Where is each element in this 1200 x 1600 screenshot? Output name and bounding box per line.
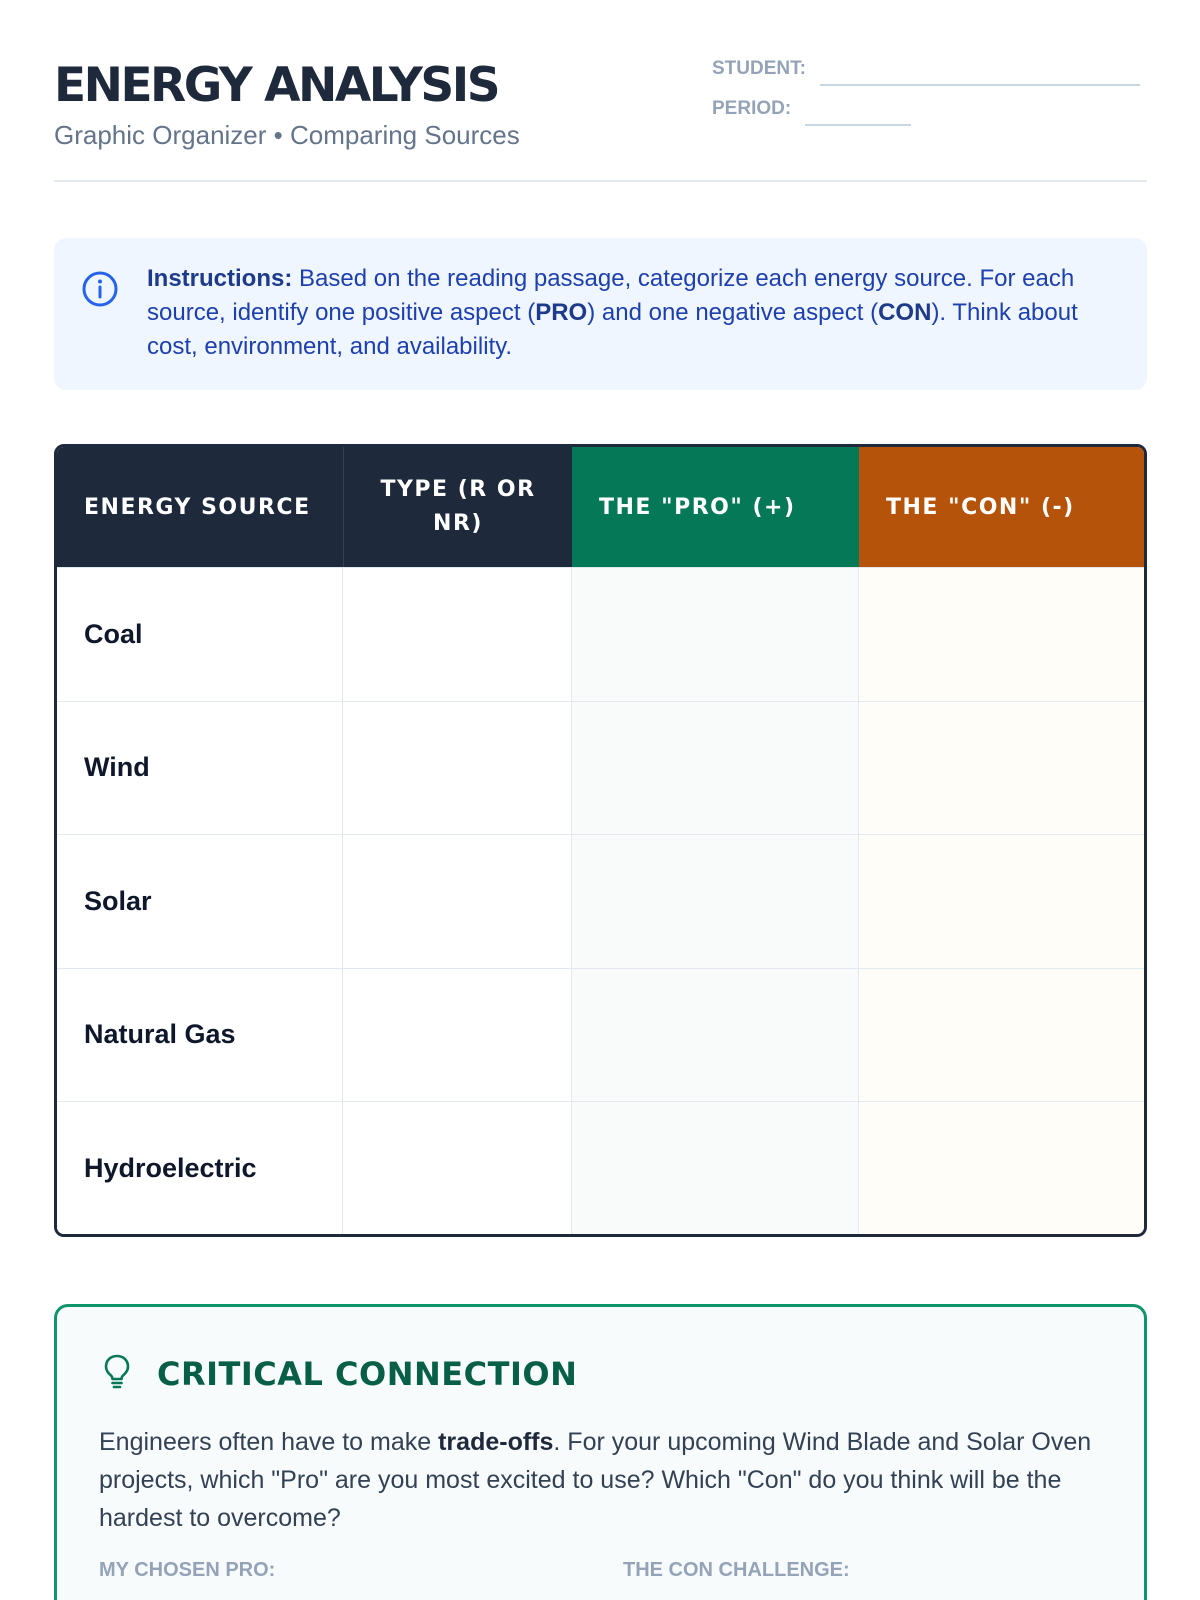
instructions-pro: PRO bbox=[535, 299, 588, 326]
critical-part-1: Engineers often have to make bbox=[99, 1428, 439, 1456]
period-input-line[interactable] bbox=[805, 124, 911, 126]
student-input-line[interactable] bbox=[820, 84, 1140, 86]
pro-answer-cell[interactable] bbox=[572, 701, 859, 835]
instructions-lead: Instructions: bbox=[147, 265, 293, 292]
con-answer-cell[interactable] bbox=[859, 834, 1144, 968]
critical-part-2: . For your upcoming Wind Blade and Solar Oven projects, which "Pro" are you most excited to use? Which "Con" do you think will be the hardest to overcome? bbox=[99, 1428, 1092, 1532]
type-answer-cell[interactable] bbox=[343, 834, 572, 968]
pro-answer-cell[interactable] bbox=[572, 567, 859, 701]
energy-source-cell: Hydroelectric bbox=[57, 1101, 343, 1235]
student-field[interactable] bbox=[712, 58, 1140, 80]
instructions-part-3: ). Think about cost, environment, and availability. bbox=[147, 299, 1078, 360]
header-energy-source: ENERGY SOURCE bbox=[57, 447, 343, 567]
header-type: TYPE (R OR NR) bbox=[343, 447, 572, 567]
instructions-box bbox=[54, 238, 1147, 390]
worksheet-header bbox=[54, 50, 1147, 182]
type-answer-cell[interactable] bbox=[343, 567, 572, 701]
energy-source-cell: Solar bbox=[57, 834, 343, 968]
instructions-con: CON bbox=[878, 299, 932, 326]
pro-answer-cell[interactable] bbox=[572, 1101, 859, 1235]
lightbulb-icon bbox=[101, 1352, 133, 1392]
pro-answer-cell[interactable] bbox=[572, 834, 859, 968]
pro-answer-cell[interactable] bbox=[572, 968, 859, 1102]
type-answer-cell[interactable] bbox=[343, 968, 572, 1102]
con-answer-cell[interactable] bbox=[859, 567, 1144, 701]
worksheet-page bbox=[54, 0, 1147, 1600]
con-challenge-label: THE CON CHALLENGE: bbox=[623, 1559, 850, 1581]
energy-source-cell: Natural Gas bbox=[57, 968, 343, 1102]
type-answer-cell[interactable] bbox=[343, 701, 572, 835]
chosen-pro-label: MY CHOSEN PRO: bbox=[99, 1559, 276, 1581]
student-label: STUDENT: bbox=[712, 58, 806, 79]
instructions-part-1: Based on the reading passage, categorize each energy source. For each source, identify one positive aspect ( bbox=[147, 265, 1075, 326]
instructions-part-2: ) and one negative aspect ( bbox=[587, 299, 879, 326]
header-con: THE "CON" (-) bbox=[859, 447, 1144, 567]
instructions-text bbox=[147, 262, 1122, 364]
critical-text bbox=[99, 1423, 1099, 1537]
page-subtitle: Graphic Organizer • Comparing Sources bbox=[54, 120, 520, 150]
con-answer-cell[interactable] bbox=[859, 1101, 1144, 1235]
header-pro: THE "PRO" (+) bbox=[572, 447, 859, 567]
critical-bold: trade-offs bbox=[438, 1428, 554, 1456]
energy-source-cell: Wind bbox=[57, 701, 343, 835]
critical-connection-box bbox=[54, 1304, 1147, 1600]
period-field[interactable] bbox=[712, 98, 911, 120]
critical-title: CRITICAL CONNECTION bbox=[157, 1355, 578, 1393]
period-label: PERIOD: bbox=[712, 98, 792, 119]
info-icon bbox=[81, 270, 119, 308]
page-title: ENERGY ANALYSIS bbox=[54, 58, 499, 113]
con-answer-cell[interactable] bbox=[859, 968, 1144, 1102]
energy-table-grid bbox=[57, 447, 1144, 1234]
con-answer-cell[interactable] bbox=[859, 701, 1144, 835]
energy-table bbox=[54, 444, 1147, 1237]
energy-source-cell: Coal bbox=[57, 567, 343, 701]
type-answer-cell[interactable] bbox=[343, 1101, 572, 1235]
